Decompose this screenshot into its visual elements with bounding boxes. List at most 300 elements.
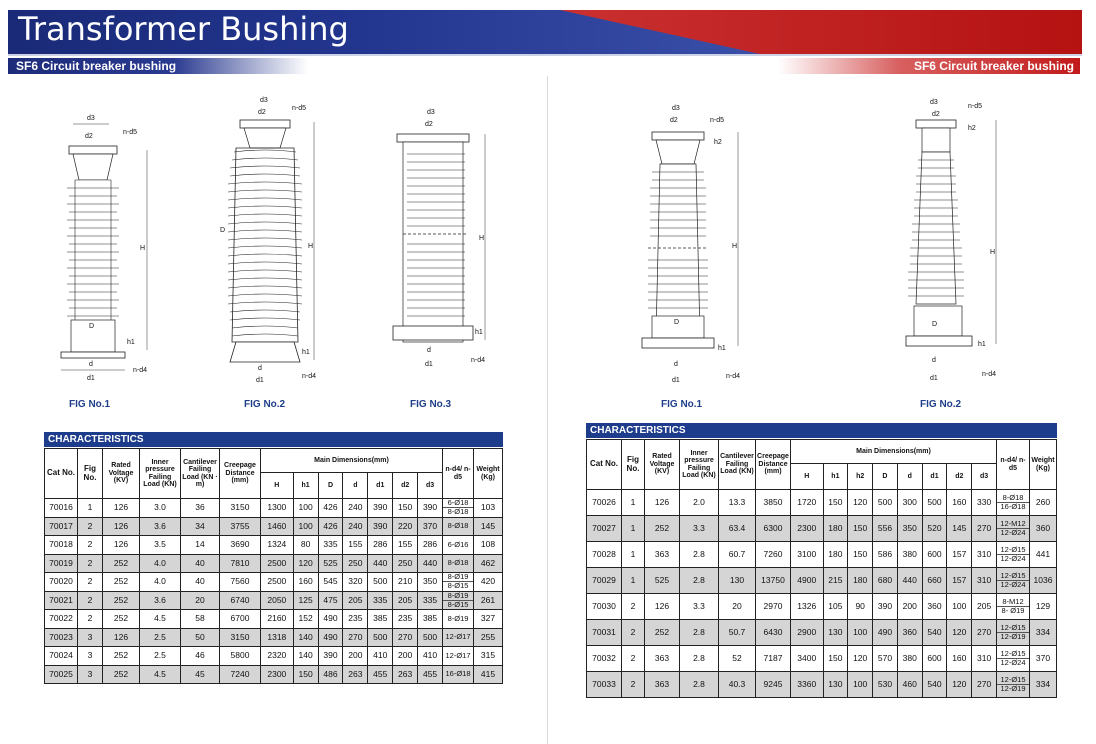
subtitle-right-bar [778,58,1080,74]
cell-nd5: 12-Ø24 [1000,554,1026,563]
cell-cd: 7240 [220,665,261,684]
dim-d: d [674,361,678,368]
cell-nd4-nd5 [997,568,1030,594]
cell-nd4: 12-Ø15 [997,624,1029,633]
cell-D: 486 [318,665,343,684]
table-body-right [587,490,1057,698]
cell-d2: 160 [947,646,972,672]
col-d1: d1 [368,473,393,499]
cell-h1: 180 [823,542,848,568]
cell-fig: 1 [622,516,645,542]
col-main-dimensions: Main Dimensions(mm) [261,449,443,473]
cell-d1: 360 [922,594,947,620]
cell-d1: 335 [368,591,393,610]
cell-H: 2320 [261,647,294,666]
subtitle-left-bar [8,58,308,74]
cell-cat: 70025 [45,665,78,684]
cell-H: 2050 [261,591,294,610]
cell-cat: 70028 [587,542,622,568]
cell-h1: 80 [293,536,318,555]
cell-H: 1326 [791,594,824,620]
cell-cd: 3690 [220,536,261,555]
cell-nd4: 12-Ø15 [997,572,1029,581]
cell-ip: 3.3 [680,516,719,542]
cell-d: 350 [897,516,922,542]
cell-cd: 3850 [756,490,791,516]
cell-H: 2900 [791,620,824,646]
cell-w: 145 [474,517,503,536]
cell-d3: 310 [972,646,997,672]
cell-cl: 52 [719,646,756,672]
cell-cd: 2970 [756,594,791,620]
cell-nd4: 16-Ø18 [445,669,471,679]
cell-d: 200 [897,594,922,620]
fig-label-1-left: FIG No.1 [69,399,111,410]
cell-cat: 70021 [45,591,78,610]
col-cantilever: Cantilever Failing Load (KN) [719,440,756,490]
dim-nd4: n-d4 [726,373,741,380]
cell-fig: 1 [622,490,645,516]
col-D: D [318,473,343,499]
dim-nd4: n-d4 [133,367,148,374]
cell-cl: 40 [181,554,220,573]
cell-ip: 4.5 [140,610,181,629]
cell-ip: 4.0 [140,554,181,573]
cell-d1: 500 [368,628,393,647]
characteristics-heading-left: CHARACTERISTICS [44,432,503,447]
cell-cl: 40.3 [719,672,756,698]
table-row [45,591,503,610]
table-row [45,573,503,592]
cell-kv: 252 [645,620,680,646]
cell-cl: 46 [181,647,220,666]
cell-kv: 126 [103,628,140,647]
cell-d: 250 [343,554,368,573]
cell-cl: 34 [181,517,220,536]
cell-d: 270 [343,628,368,647]
col-inner-pressure: Inner pressure Failing Load (KN) [680,440,719,490]
cell-w: 370 [1030,646,1057,672]
table-row [45,499,503,518]
col-cat-no: Cat No. [45,449,78,499]
cell-D: 556 [873,516,898,542]
page-title: Transformer Bushing [18,10,349,48]
col-h2: h2 [848,464,873,490]
dim-d1: d1 [87,375,95,382]
cell-d3: 500 [418,628,443,647]
cell-nd5: 8-Ø15 [447,599,469,609]
cell-kv: 363 [645,542,680,568]
cell-cd: 13750 [756,568,791,594]
cell-d2: 210 [393,573,418,592]
cell-d3: 270 [972,620,997,646]
page-divider [547,76,548,744]
table-row [587,672,1057,698]
cell-fig: 1 [78,499,103,518]
cell-D: 490 [318,628,343,647]
dim-nd5: n-d5 [710,117,725,124]
cell-D: 530 [873,672,898,698]
fig-label-2-right: FIG No.2 [920,399,962,410]
dim-d: d [89,361,93,368]
cell-h2: 150 [848,516,873,542]
cell-cl: 20 [719,594,756,620]
col-weight: Weight (Kg) [474,449,503,499]
cell-D: 335 [318,536,343,555]
cell-d1: 385 [368,610,393,629]
cell-d2: 220 [393,517,418,536]
col-creepage: Creepage Distance (mm) [220,449,261,499]
cell-nd4: 12-Ø15 [997,676,1029,685]
cell-d1: 455 [368,665,393,684]
dim-d1: d1 [256,377,264,384]
col-creepage: Creepage Distance (mm) [756,440,791,490]
cell-ip: 2.8 [680,672,719,698]
cell-nd4: 8-Ø19 [443,592,473,601]
cell-d1: 600 [922,542,947,568]
cell-d2: 157 [947,542,972,568]
cell-fig: 1 [622,542,645,568]
col-cantilever: Cantilever Failing Load (KN · m) [181,449,220,499]
cell-d2: 270 [393,628,418,647]
cell-kv: 252 [103,554,140,573]
cell-kv: 252 [103,610,140,629]
dim-d2: d2 [425,121,433,128]
cell-d1: 410 [368,647,393,666]
cell-nd4: 8-Ø19 [447,613,469,623]
dim-d: d [427,347,431,354]
cell-D: 390 [318,647,343,666]
characteristics-table-right [586,439,1057,698]
dim-h1: h1 [302,349,310,356]
dim-H: H [479,235,485,242]
cell-nd4-nd5 [443,536,474,555]
cell-h1: 105 [823,594,848,620]
table-row [587,646,1057,672]
dim-d3: d3 [930,99,938,106]
cell-fig: 2 [622,594,645,620]
cell-kv: 252 [103,591,140,610]
cell-w: 462 [474,554,503,573]
cell-d3: 455 [418,665,443,684]
cell-cat: 70018 [45,536,78,555]
dim-d1: d1 [672,377,680,384]
cell-cd: 6430 [756,620,791,646]
cell-cl: 20 [181,591,220,610]
cell-ip: 3.6 [140,591,181,610]
dim-d2: d2 [258,109,266,116]
cell-kv: 363 [645,646,680,672]
cell-cl: 40 [181,573,220,592]
cell-h1: 125 [293,591,318,610]
cell-ip: 2.8 [680,646,719,672]
table-row [587,568,1057,594]
dim-d3: d3 [672,105,680,112]
col-nd4: n-d4/ n-d5 [997,440,1030,490]
cell-h1: 152 [293,610,318,629]
cell-H: 2500 [261,554,294,573]
cell-d: 320 [343,573,368,592]
cell-nd4: 12-Ø17 [445,650,471,660]
cell-h1: 150 [823,646,848,672]
cell-cd: 3755 [220,517,261,536]
cell-cat: 70030 [587,594,622,620]
bushing-drawing-fig1-right [630,100,770,388]
cell-nd4: 12-Ø15 [997,546,1029,555]
cell-h2: 120 [848,490,873,516]
cell-d2: 150 [393,499,418,518]
cell-d: 235 [343,610,368,629]
cell-h1: 140 [293,647,318,666]
cell-fig: 2 [78,517,103,536]
cell-d1: 440 [368,554,393,573]
dim-D: D [932,321,938,328]
cell-d: 460 [897,672,922,698]
cell-d3: 370 [418,517,443,536]
cell-w: 334 [1030,672,1057,698]
cell-h1: 100 [293,499,318,518]
col-d3: d3 [972,464,997,490]
table-row [587,490,1057,516]
cell-h1: 140 [293,628,318,647]
cell-h2: 100 [848,672,873,698]
cell-d1: 390 [368,499,393,518]
col-rated-voltage: Rated Voltage (KV) [103,449,140,499]
col-d: d [343,473,368,499]
col-H: H [791,464,824,490]
cell-w: 1036 [1030,568,1057,594]
cell-w: 334 [1030,620,1057,646]
cell-cd: 6300 [756,516,791,542]
cell-d1: 286 [368,536,393,555]
cell-kv: 126 [103,536,140,555]
dim-nd5: n-d5 [292,105,307,112]
cell-nd4-nd5 [997,542,1030,568]
cell-h1: 120 [293,554,318,573]
cell-d: 240 [343,499,368,518]
cell-cd: 7810 [220,554,261,573]
cell-d1: 540 [922,620,947,646]
cell-w: 415 [474,665,503,684]
cell-nd5: 12-Ø24 [1000,580,1026,589]
cell-nd4-nd5 [997,516,1030,542]
cell-H: 3360 [791,672,824,698]
cell-ip: 2.8 [680,620,719,646]
cell-nd4-nd5 [443,499,474,518]
cell-fig: 2 [622,620,645,646]
cell-h1: 130 [823,672,848,698]
cell-nd4: 12-Ø15 [997,650,1029,659]
cell-d1: 660 [922,568,947,594]
cell-fig: 2 [78,591,103,610]
cell-nd4-nd5 [443,517,474,536]
cell-h2: 180 [848,568,873,594]
dim-nd5: n-d5 [968,103,983,110]
cell-cat: 70027 [587,516,622,542]
col-D: D [873,464,898,490]
dim-d1: d1 [930,375,938,382]
cell-cat: 70031 [587,620,622,646]
cell-nd4: 8-Ø18 [447,558,469,568]
cell-h1: 150 [823,490,848,516]
table-row [45,647,503,666]
cell-d: 263 [343,665,368,684]
cell-kv: 252 [645,516,680,542]
cell-H: 4900 [791,568,824,594]
col-d: d [897,464,922,490]
cell-nd5: 12-Ø24 [1000,528,1026,537]
cell-D: 490 [873,620,898,646]
cell-nd4: 12-Ø17 [445,632,471,642]
cell-nd5: 8-Ø18 [447,507,469,517]
cell-D: 426 [318,517,343,536]
cell-cl: 60.7 [719,542,756,568]
dim-d3: d3 [427,109,435,116]
cell-ip: 2.5 [140,647,181,666]
dim-H: H [308,243,314,250]
cell-d1: 500 [922,490,947,516]
fig-label-2-left: FIG No.2 [244,399,286,410]
cell-ip: 2.0 [680,490,719,516]
bushing-drawing-fig2-right [900,94,1030,388]
col-d2: d2 [947,464,972,490]
bushing-drawing-fig1-left [55,110,165,382]
cell-d3: 310 [972,542,997,568]
dim-nd4: n-d4 [302,373,317,380]
cell-d: 380 [897,646,922,672]
cell-nd4: 6-Ø16 [447,539,469,549]
table-row [587,542,1057,568]
cell-cat: 70029 [587,568,622,594]
col-inner-pressure: Inner pressure Failing Load (KN) [140,449,181,499]
cell-H: 2500 [261,573,294,592]
cell-d: 240 [343,517,368,536]
cell-cd: 3150 [220,499,261,518]
cell-ip: 3.5 [140,536,181,555]
dim-d2: d2 [670,117,678,124]
dim-d: d [258,365,262,372]
cell-d: 200 [343,647,368,666]
subtitle-right: SF6 Circuit breaker bushing [913,59,1074,73]
cell-cd: 7560 [220,573,261,592]
cell-kv: 126 [645,490,680,516]
cell-H: 2300 [261,665,294,684]
dim-H: H [140,245,146,252]
cell-nd4-nd5 [443,647,474,666]
cell-H: 2300 [791,516,824,542]
table-row [45,554,503,573]
cell-nd5: 8-Ø15 [447,581,469,591]
cell-ip: 3.0 [140,499,181,518]
col-H: H [261,473,294,499]
cell-cd: 7187 [756,646,791,672]
cell-ip: 3.3 [680,594,719,620]
dim-d1: d1 [425,361,433,368]
cell-kv: 252 [103,665,140,684]
dim-h1: h1 [475,329,483,336]
cell-d3: 350 [418,573,443,592]
cell-d3: 410 [418,647,443,666]
cell-d2: 155 [393,536,418,555]
cell-cd: 9245 [756,672,791,698]
cell-fig: 2 [78,573,103,592]
dim-d3: d3 [260,97,268,104]
dim-d: d [932,357,936,364]
cell-ip: 3.6 [140,517,181,536]
table-row [45,628,503,647]
cell-cl: 50.7 [719,620,756,646]
cell-cl: 45 [181,665,220,684]
cell-kv: 525 [645,568,680,594]
cell-d3: 390 [418,499,443,518]
cell-fig: 3 [78,647,103,666]
fig-label-3-left: FIG No.3 [410,399,452,410]
cell-cl: 13.3 [719,490,756,516]
cell-D: 680 [873,568,898,594]
cell-d: 440 [897,568,922,594]
dim-nd4: n-d4 [471,357,486,364]
dim-D: D [89,323,95,330]
cell-d3: 286 [418,536,443,555]
cell-w: 255 [474,628,503,647]
cell-cat: 70023 [45,628,78,647]
cell-d3: 385 [418,610,443,629]
cell-d2: 263 [393,665,418,684]
cell-H: 1720 [791,490,824,516]
cell-nd5: 12-Ø19 [1000,632,1026,641]
dim-D: D [674,319,680,326]
col-fig-no: Fig No. [78,449,103,499]
cell-d2: 157 [947,568,972,594]
cell-d3: 205 [972,594,997,620]
dim-h1: h1 [127,339,135,346]
cell-kv: 126 [103,499,140,518]
cell-w: 360 [1030,516,1057,542]
cell-cd: 7260 [756,542,791,568]
dim-nd5: n-d5 [123,129,138,136]
cell-cd: 6740 [220,591,261,610]
table-row [587,620,1057,646]
dim-d3: d3 [87,115,95,122]
dim-H: H [732,243,738,250]
table-row [587,516,1057,542]
cell-d2: 120 [947,620,972,646]
cell-h1: 150 [293,665,318,684]
cell-ip: 4.0 [140,573,181,592]
cell-nd4-nd5 [997,620,1030,646]
col-d1: d1 [922,464,947,490]
table-row [587,594,1057,620]
cell-nd5: 8- Ø19 [1001,606,1025,615]
cell-nd4-nd5 [443,573,474,592]
cell-d1: 390 [368,517,393,536]
table-body-left [45,499,503,684]
cell-H: 1324 [261,536,294,555]
cell-d2: 120 [947,672,972,698]
cell-h2: 120 [848,646,873,672]
cell-d1: 600 [922,646,947,672]
cell-nd4-nd5 [997,646,1030,672]
cell-cl: 36 [181,499,220,518]
cell-h1: 180 [823,516,848,542]
col-fig-no: Fig No. [622,440,645,490]
cell-H: 3400 [791,646,824,672]
cell-d2: 160 [947,490,972,516]
cell-h2: 100 [848,620,873,646]
cell-cat: 70020 [45,573,78,592]
cell-h1: 100 [293,517,318,536]
cell-cat: 70022 [45,610,78,629]
